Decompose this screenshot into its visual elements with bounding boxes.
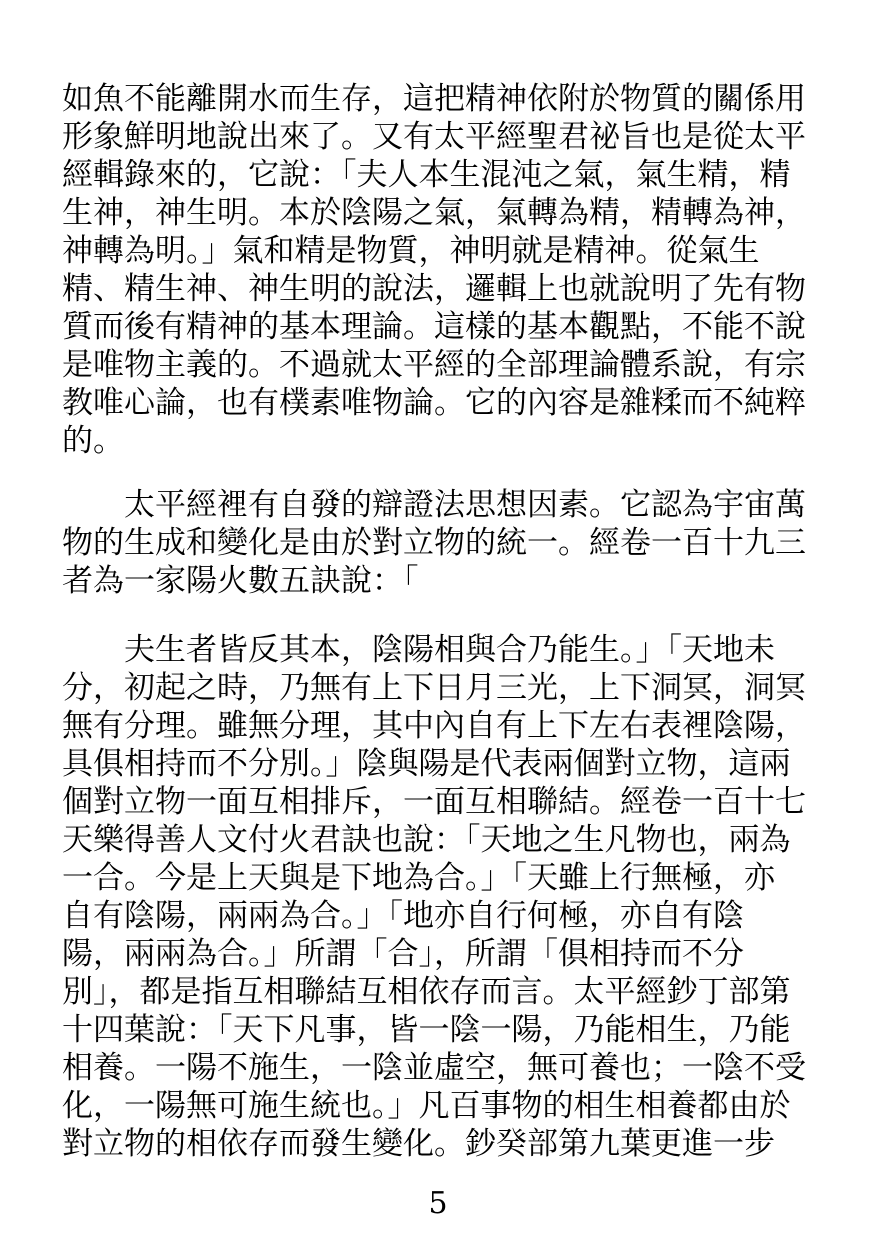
text-line: 無有分理。雖無分理，其中內自有上下左右表裡陰陽， xyxy=(62,708,806,744)
text-line: 一合。今是上天與是下地為合。」「天雖上行無極，亦 xyxy=(62,860,775,896)
text-line: 物的生成和變化是由於對立物的統一。經卷一百十九三 xyxy=(62,525,806,561)
text-line: 夫生者皆反其本，陰陽相與合乃能生。」「天地未 xyxy=(124,632,775,668)
text-line: 經輯錄來的，它說：「夫人本生混沌之氣，氣生精，精 xyxy=(62,157,791,193)
text-line: 化，一陽無可施生統也。」凡百事物的相生相養都由於 xyxy=(62,1088,791,1124)
text-line: 十四葉說：「天下凡事，皆一陰一陽，乃能相生，乃能 xyxy=(62,1012,791,1048)
text-line: 精、精生神、神生明的說法，邏輯上也就說明了先有物 xyxy=(62,271,806,307)
text-line: 對立物的相依存而發生變化。鈔癸部第九葉更進一步 xyxy=(62,1126,775,1162)
text-line: 分，初起之時，乃無有上下日月三光，上下洞冥，洞冥 xyxy=(62,670,806,706)
text-line: 相養。一陽不施生，一陰並虛空，無可養也；一陰不受 xyxy=(62,1050,806,1086)
text-line: 天樂得善人文付火君訣也說：「天地之生凡物也，兩為 xyxy=(62,822,791,858)
text-line: 陽，兩兩為合。」所謂「合」，所謂「俱相持而不分 xyxy=(62,936,744,972)
text-line: 別」，都是指互相聯結互相依存而言。太平經鈔丁部第 xyxy=(62,974,791,1010)
text-line: 者為一家陽火數五訣說：「 xyxy=(62,563,419,599)
page-number: 5 xyxy=(428,1186,448,1221)
text-line: 生神，神生明。本於陰陽之氣，氣轉為精，精轉為神， xyxy=(62,195,806,231)
text-line: 的。 xyxy=(62,423,124,459)
text-line: 教唯心論，也有樸素唯物論。它的內容是雜糅而不純粹 xyxy=(62,385,806,421)
text-line: 太平經裡有自發的辯證法思想因素。它認為宇宙萬 xyxy=(124,487,806,523)
text-line: 神轉為明。」氣和精是物質，神明就是精神。從氣生 xyxy=(62,233,760,269)
text-line: 形象鮮明地說出來了。又有太平經聖君祕旨也是從太平 xyxy=(62,119,806,155)
text-line: 具俱相持而不分別。」陰與陽是代表兩個對立物，這兩 xyxy=(62,746,791,782)
text-line: 是唯物主義的。不過就太平經的全部理論體系說，有宗 xyxy=(62,347,806,383)
text-line: 如魚不能離開水而生存，這把精神依附於物質的關係用 xyxy=(62,81,806,117)
text-line: 自有陰陽，兩兩為合。」「地亦自行何極，亦自有陰 xyxy=(62,898,744,934)
text-line: 個對立物一面互相排斥，一面互相聯結。經卷一百十七 xyxy=(62,784,806,820)
text-line: 質而後有精神的基本理論。這樣的基本觀點，不能不說 xyxy=(62,309,806,345)
